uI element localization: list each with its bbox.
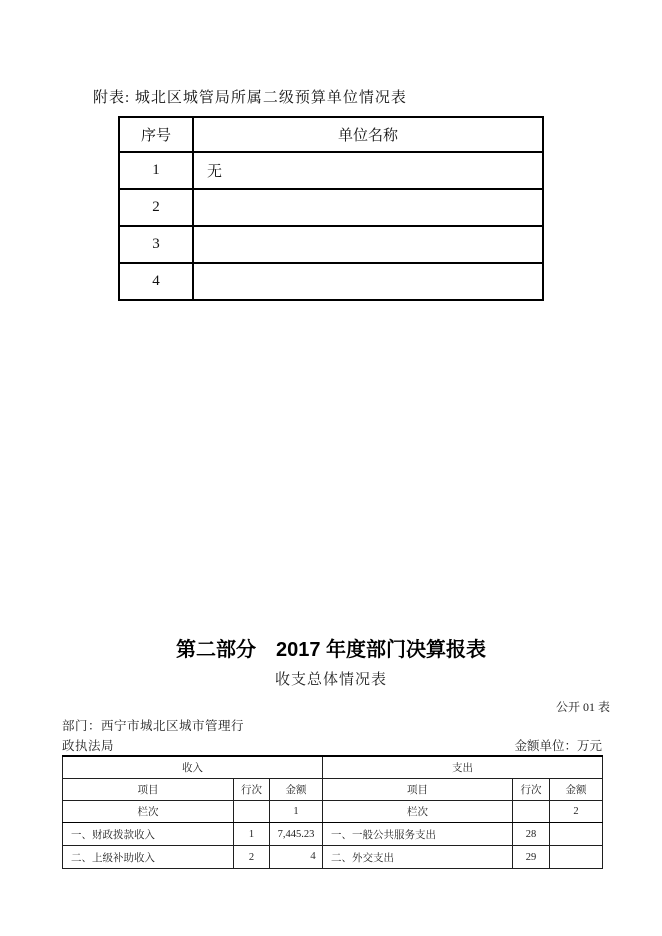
lane-income-col-number: 1 [270,801,323,823]
balance-column-header-row [63,779,603,801]
income-line-no: 2 [234,846,270,869]
unit-table-header-name: 单位名称 [193,117,543,152]
table-row [119,152,543,189]
amount-unit-note: 金额单位：万元 [514,739,602,753]
unit-row-name [193,226,543,263]
page-number: 4 [310,850,316,862]
expense-section-header: 支出 [323,756,603,779]
table-row [63,823,603,846]
table-row [119,189,543,226]
attachment-table-title: 附表: 城北区城管局所属二级预算单位情况表 [93,90,407,106]
expense-item: 二、外交支出 [323,846,513,869]
table-row [119,263,543,300]
unit-row-name [193,189,543,226]
unit-row-index: 4 [119,263,193,300]
expense-item: 一、一般公共服务支出 [323,823,513,846]
unit-table-header-index: 序号 [119,117,193,152]
lane-blank [513,801,550,823]
expense-item-header: 项目 [323,779,513,801]
income-item: 一、财政拨款收入 [63,823,234,846]
balance-section-header-row [63,756,603,779]
unit-row-name [193,263,543,300]
unit-row-name: 无 [193,152,543,189]
department-name-line1: 部门：西宁市城北区城市管理行 [62,719,245,733]
public-table-code: 公开 01 表 [555,700,610,714]
expense-line-no: 28 [513,823,550,846]
part2-section-heading: 第二部分 2017 年度部门决算报表 [175,639,487,661]
income-item-header: 项目 [63,779,234,801]
income-section-header: 收入 [63,756,323,779]
unit-table-header-row [119,117,543,152]
expense-line-no: 29 [513,846,550,869]
income-line-header: 行次 [234,779,270,801]
unit-row-index: 3 [119,226,193,263]
expense-line-header: 行次 [513,779,550,801]
lane-label-income: 栏次 [63,801,234,823]
lane-expense-col-number: 2 [550,801,603,823]
income-amount-header: 金额 [270,779,323,801]
lane-blank [234,801,270,823]
income-amount: 7,445.23 [270,823,323,846]
expense-amount-header: 金额 [550,779,603,801]
expense-amount [550,823,603,846]
balance-table-title: 收支总体情况表 [274,672,387,688]
table-row [119,226,543,263]
unit-row-index: 1 [119,152,193,189]
income-line-no: 1 [234,823,270,846]
department-name-line2: 政执法局 [62,739,115,753]
lane-label-expense: 栏次 [323,801,513,823]
unit-row-index: 2 [119,189,193,226]
income-item: 二、上级补助收入 [63,846,234,869]
unit-table [118,116,544,301]
lane-number-row [63,801,603,823]
